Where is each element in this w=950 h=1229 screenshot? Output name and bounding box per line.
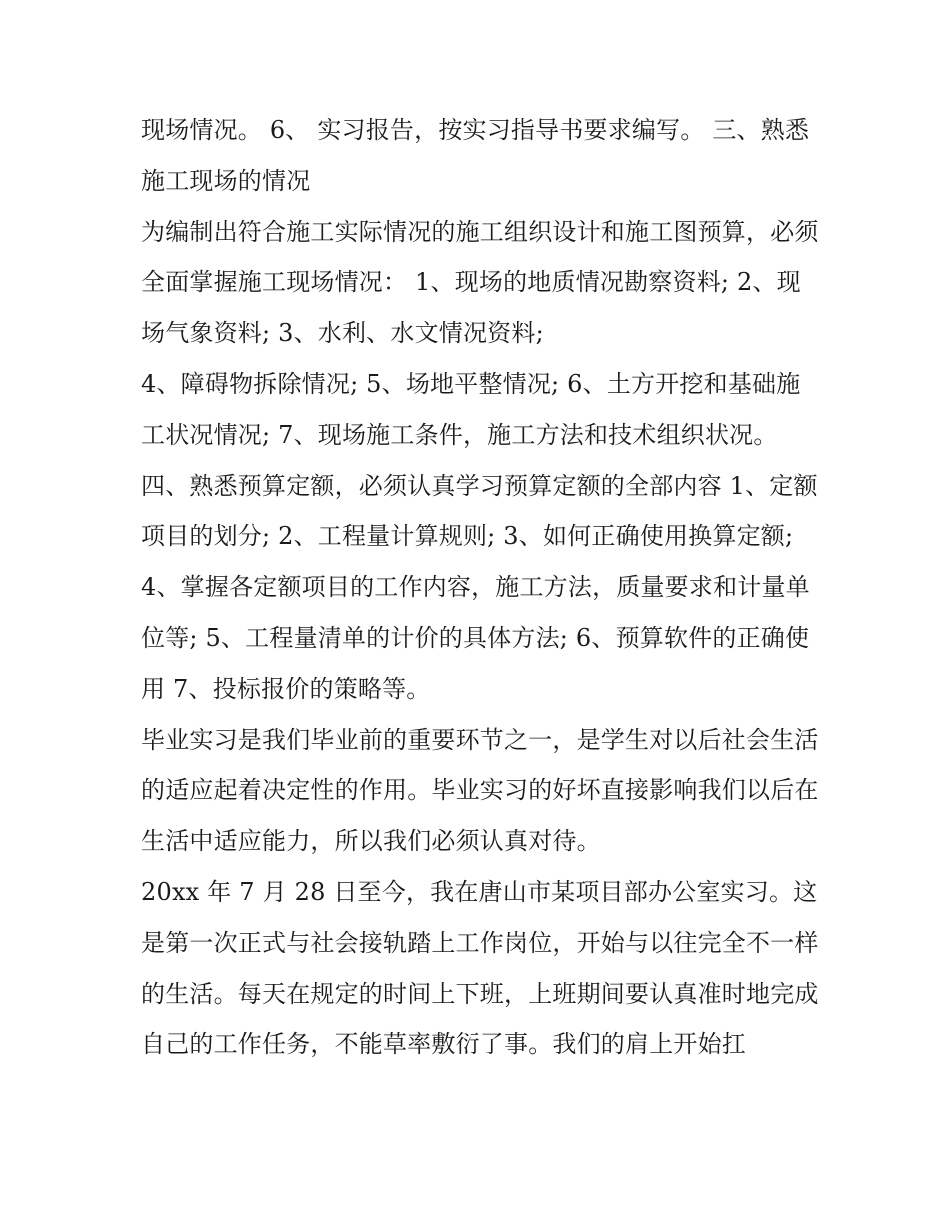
paragraph-2: 为编制出符合施工实际情况的施工组织设计和施工图预算，必须全面掌握施工现场情况： 1、现场的地质情况勘察资料; 2、现场气象资料; 3、水利、水文情况资料; bbox=[141, 217, 819, 348]
paragraph-4: 4、掌握各定额项目的工作内容，施工方法，质量要求和计量单位等; 5、工程量清单的计价的具体方法; 6、预算软件的正确使用 7、投标报价的策略等。 bbox=[141, 573, 810, 703]
document-body bbox=[141, 105, 821, 1070]
paragraph-6: 20xx 年 7 月 28 日至今，我在唐山市某项目部办公室实习。这是第一次正式与社会接轨踏上工作岗位，开始与以往完全不一样的生活。每天在规定的时间上下班，上班期间要认真准时地完成自己的工作任务，不能草率敷衍了事。我们的肩上开始扛 bbox=[141, 877, 819, 1059]
paragraph-3: 4、障碍物拆除情况; 5、场地平整情况; 6、土方开挖和基础施工状况情况; 7、现场施工条件，施工方法和技术组织状况。 四、熟悉预算定额，必须认真学习预算定额的全部内容 1、定额项目的划分; 2、工程量计算规则; 3、如何正确使用换算定额; bbox=[141, 369, 818, 551]
paragraph-5: 毕业实习是我们毕业前的重要环节之一，是学生对以后社会生活的适应起着决定性的作用。毕业实习的好坏直接影响我们以后在生活中适应能力，所以我们必须认真对待。 bbox=[141, 725, 819, 856]
paragraph-1: 现场情况。 6、 实习报告，按实习指导书要求编写。 三、熟悉施工现场的情况 bbox=[141, 116, 810, 195]
